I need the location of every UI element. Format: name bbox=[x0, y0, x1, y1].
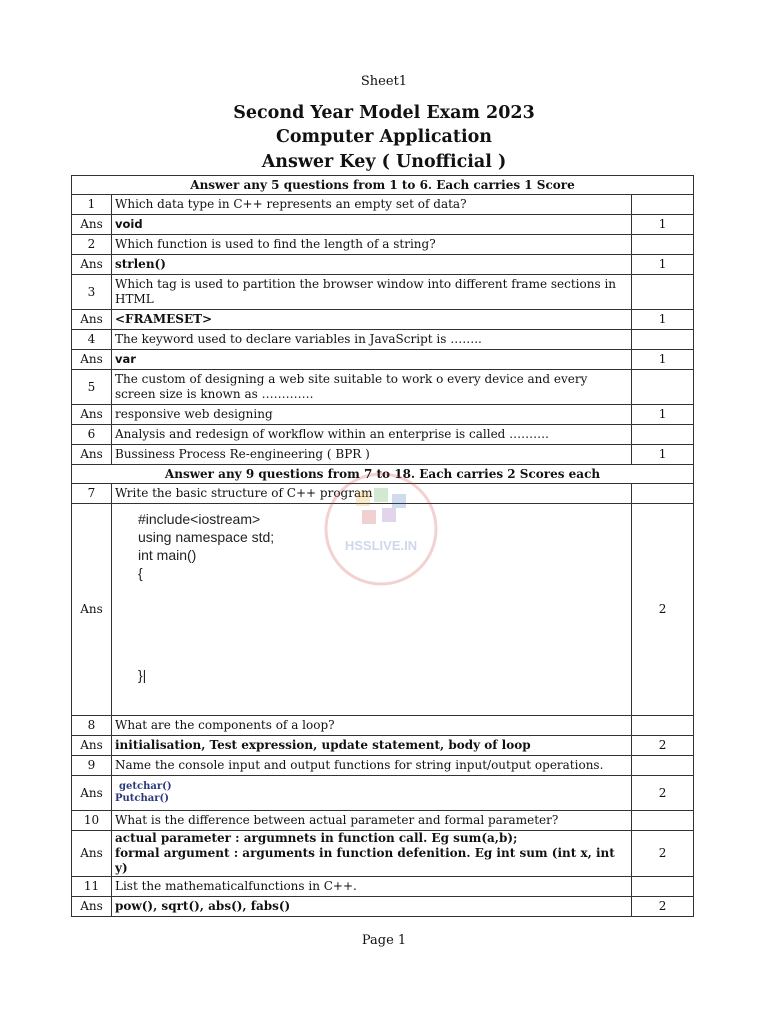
answer-text: <FRAMESET> bbox=[112, 310, 632, 330]
input-function: getchar() bbox=[119, 781, 172, 792]
output-function: Putchar() bbox=[115, 793, 169, 804]
question-row-5 bbox=[72, 370, 694, 405]
question-text: Name the console input and output functions for string input/output operations. bbox=[112, 756, 632, 776]
question-text: Which data type in C++ represents an empty set of data? bbox=[112, 195, 632, 215]
ans-label: Ans bbox=[72, 776, 112, 811]
question-number: 11 bbox=[72, 877, 112, 897]
question-number: 2 bbox=[72, 235, 112, 255]
question-text: The custom of designing a web site suitable to work o every device and every screen size is known as …………. bbox=[112, 370, 632, 405]
ans-label: Ans bbox=[72, 310, 112, 330]
question-number: 9 bbox=[72, 756, 112, 776]
answer-row-1 bbox=[72, 215, 694, 235]
answer-row-6 bbox=[72, 445, 694, 465]
code-snippet: #include<iostream> using namespace std; int main() { bbox=[138, 511, 275, 581]
question-text: What are the components of a loop? bbox=[112, 716, 632, 736]
code-snippet-end: }| bbox=[138, 667, 147, 683]
question-row-1 bbox=[72, 195, 694, 215]
question-row-2 bbox=[72, 235, 694, 255]
score: 1 bbox=[632, 255, 694, 275]
question-text: List the mathematicalfunctions in C++. bbox=[112, 877, 632, 897]
exam-title: Second Year Model Exam 2023 bbox=[233, 103, 535, 123]
answer-text: void bbox=[112, 215, 632, 235]
watermark-text: HSSLIVE.IN bbox=[344, 538, 418, 553]
ans-label: Ans bbox=[72, 831, 112, 877]
question-number: 10 bbox=[72, 811, 112, 831]
answer-key-title: Answer Key ( Unofficial ) bbox=[261, 152, 507, 172]
score: 2 bbox=[632, 831, 694, 877]
answer-text bbox=[112, 776, 632, 811]
question-row-11 bbox=[72, 877, 694, 897]
ans-label: Ans bbox=[72, 350, 112, 370]
answer-row-9 bbox=[72, 776, 694, 811]
answer-text: responsive web designing bbox=[112, 405, 632, 425]
section-header-1: Answer any 5 questions from 1 to 6. Each carries 1 Score bbox=[72, 176, 694, 195]
question-row-9 bbox=[72, 756, 694, 776]
question-text: Which function is used to find the length of a string? bbox=[112, 235, 632, 255]
ans-label: Ans bbox=[72, 405, 112, 425]
question-text: The keyword used to declare variables in JavaScript is …….. bbox=[112, 330, 632, 350]
question-number: 7 bbox=[72, 484, 112, 504]
score: 1 bbox=[632, 445, 694, 465]
question-row-3 bbox=[72, 275, 694, 310]
answer-row-5 bbox=[72, 405, 694, 425]
answer-row-8 bbox=[72, 736, 694, 756]
answer-row-10 bbox=[72, 831, 694, 877]
score: 2 bbox=[632, 897, 694, 917]
question-number: 6 bbox=[72, 425, 112, 445]
section-header-2: Answer any 9 questions from 7 to 18. Each carries 2 Scores each bbox=[72, 465, 694, 484]
hsslive-watermark bbox=[322, 470, 440, 588]
answer-text: Bussiness Process Re-engineering ( BPR ) bbox=[112, 445, 632, 465]
answer-text bbox=[112, 831, 632, 877]
question-row-4 bbox=[72, 330, 694, 350]
page-number: Page 1 bbox=[361, 933, 407, 948]
score: 2 bbox=[632, 776, 694, 811]
sheet-label: Sheet1 bbox=[360, 74, 408, 89]
ans-label: Ans bbox=[72, 504, 112, 716]
score: 2 bbox=[632, 736, 694, 756]
score: 1 bbox=[632, 350, 694, 370]
answer-text: pow(), sqrt(), abs(), fabs() bbox=[112, 897, 632, 917]
question-text: Analysis and redesign of workflow within an enterprise is called ………. bbox=[112, 425, 632, 445]
question-row-6 bbox=[72, 425, 694, 445]
answer-text: strlen() bbox=[112, 255, 632, 275]
ans-label: Ans bbox=[72, 215, 112, 235]
score: 1 bbox=[632, 215, 694, 235]
question-text: Write the basic structure of C++ program bbox=[112, 484, 632, 504]
score: 1 bbox=[632, 310, 694, 330]
score: 2 bbox=[632, 504, 694, 716]
answer-row-3 bbox=[72, 310, 694, 330]
question-number: 8 bbox=[72, 716, 112, 736]
actual-parameter-answer: actual parameter : argumnets in function call. Eg sum(a,b); bbox=[115, 831, 518, 845]
question-row-8 bbox=[72, 716, 694, 736]
ans-label: Ans bbox=[72, 736, 112, 756]
ans-label: Ans bbox=[72, 255, 112, 275]
ans-label: Ans bbox=[72, 445, 112, 465]
question-number: 4 bbox=[72, 330, 112, 350]
answer-text: var bbox=[112, 350, 632, 370]
question-row-10 bbox=[72, 811, 694, 831]
question-text: What is the difference between actual parameter and formal parameter? bbox=[112, 811, 632, 831]
subject-title: Computer Application bbox=[275, 127, 493, 147]
score: 1 bbox=[632, 405, 694, 425]
answer-text: initialisation, Test expression, update statement, body of loop bbox=[112, 736, 632, 756]
answer-row-2 bbox=[72, 255, 694, 275]
formal-parameter-answer: formal argument : arguments in function defenition. Eg int sum (int x, int y) bbox=[115, 846, 615, 875]
question-text: Which tag is used to partition the browser window into different frame sections in HTML bbox=[112, 275, 632, 310]
answer-row-4 bbox=[72, 350, 694, 370]
question-number: 3 bbox=[72, 275, 112, 310]
question-number: 1 bbox=[72, 195, 112, 215]
answer-row-11 bbox=[72, 897, 694, 917]
ans-label: Ans bbox=[72, 897, 112, 917]
question-number: 5 bbox=[72, 370, 112, 405]
